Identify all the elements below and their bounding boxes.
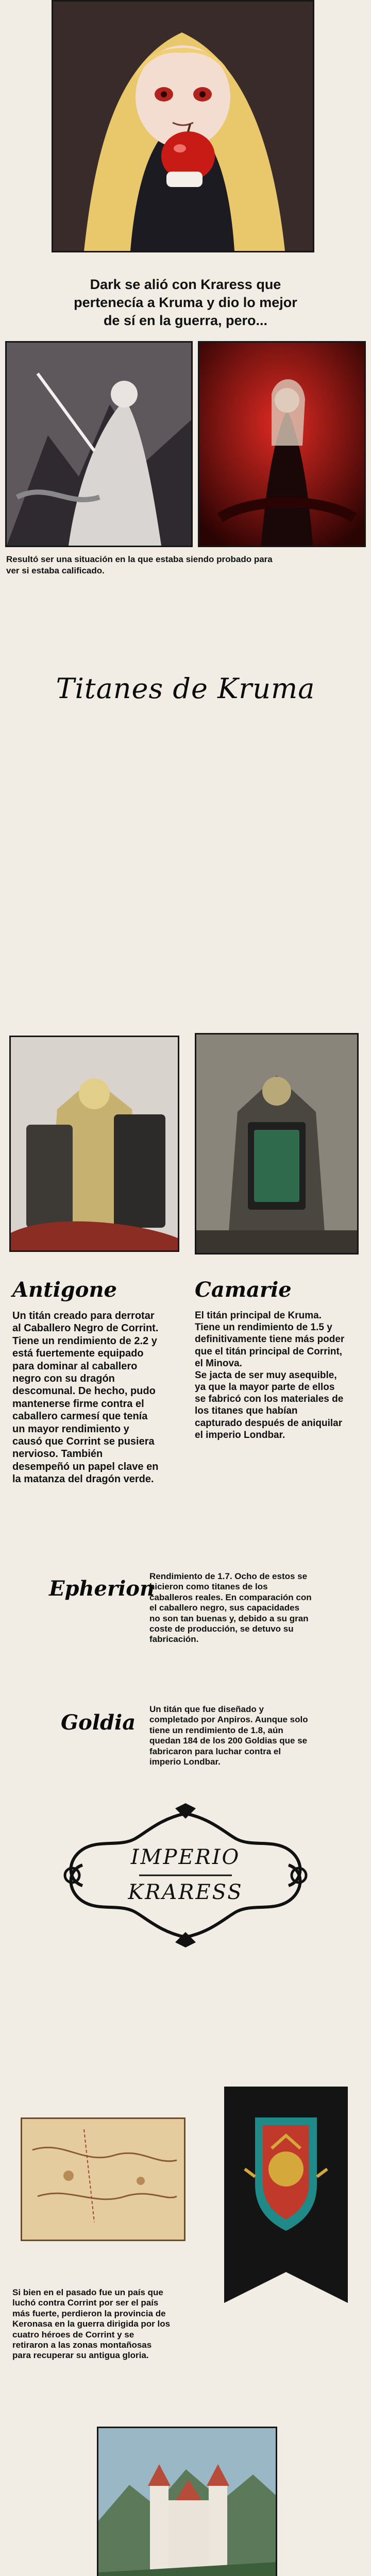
camarie-line: definitivamente tiene más poder — [195, 1334, 345, 1345]
intro-line-3: de sí en la guerra, pero... — [103, 313, 268, 329]
antigone-line: nervioso. También — [12, 1448, 103, 1460]
epherion-description — [149, 1571, 356, 1645]
camarie-line: Se jacta de ser muy asequible, — [195, 1369, 337, 1381]
panel-knight-battle — [5, 341, 193, 547]
epherion-line: el caballero negro, sus capacidades — [149, 1603, 300, 1613]
antigone-line: al Caballero Negro de Corrint. — [12, 1323, 159, 1334]
epherion-line: caballeros reales. En comparación con — [149, 1592, 312, 1602]
history-line: más fuerte, perdieron la provincia de — [12, 2308, 166, 2318]
note-caption — [6, 554, 367, 577]
intro-line-2: pertenecía a Kruma y dio lo mejor — [74, 295, 297, 311]
epherion-line: fabricación. — [149, 1634, 199, 1645]
emblem-line-2: KRARESS — [128, 1880, 243, 1904]
panel-red-figure — [198, 341, 366, 547]
camarie-description — [195, 1310, 369, 1441]
epherion-line: coste de producción, se detuvo su — [149, 1623, 294, 1634]
antigone-description — [12, 1310, 185, 1485]
antigone-line: Tiene un rendimiento de 2.2 y — [12, 1335, 157, 1347]
panel-castle — [97, 2427, 277, 2576]
red-figure-illustration — [199, 343, 364, 546]
panel-old-map — [21, 2117, 185, 2241]
goldia-line: imperio Londbar. — [149, 1756, 221, 1767]
camarie-line: el Minova. — [195, 1358, 242, 1369]
panel-antigone — [9, 1036, 179, 1252]
camarie-line: el imperio Londbar. — [195, 1429, 285, 1440]
girl-apple-illustration — [53, 2, 313, 251]
epherion-line: no son tan buenas y, debido a su gran — [149, 1613, 309, 1623]
camarie-line: capturado después de aniquilar — [195, 1417, 343, 1429]
goldia-line: fabricaron para luchar contra el — [149, 1746, 281, 1756]
history-line: para recuperar su antigua gloria. — [12, 2350, 149, 2361]
kraress-banner — [224, 2087, 348, 2303]
camarie-line: los titanes que habían — [195, 1405, 298, 1417]
antigone-line: desempeñó un papel clave en — [12, 1461, 159, 1472]
note-line-1: Resultó ser una situación en la que estaba siendo probado para — [6, 554, 273, 564]
antigone-line: la matanza del dragón verde. — [12, 1473, 154, 1485]
antigone-line: Un titán creado para derrotar — [12, 1310, 155, 1321]
goldia-line: completado por Anpiros. Aunque solo — [149, 1715, 308, 1725]
intro-line-1: Dark se alió con Kraress que — [90, 277, 281, 292]
antigone-illustration — [11, 1037, 178, 1250]
camarie-name: Camarie — [195, 1278, 292, 1302]
antigone-line: está fuertemente equipado — [12, 1348, 144, 1360]
epherion-line: Rendimiento de 1.7. Ocho de estos se — [149, 1571, 308, 1581]
goldia-description — [149, 1704, 356, 1767]
goldia-line: Un titán que fue diseñado y — [149, 1704, 264, 1714]
camarie-illustration — [196, 1035, 357, 1253]
imperial-emblem — [52, 1803, 319, 1947]
section-title: Titanes de Kruma — [56, 672, 315, 705]
emblem-line-1: IMPERIO — [130, 1845, 241, 1869]
antigone-line: un mayor rendimiento y — [12, 1423, 129, 1435]
antigone-line: causó que Corrint se pusiera — [12, 1435, 155, 1447]
antigone-line: descomunal. De hecho, pudo — [12, 1385, 156, 1397]
knight-battle-illustration — [7, 343, 191, 546]
epherion-line: hicieron como titanes de los — [149, 1582, 268, 1592]
history-line: retiraron a las zonas montañosas — [12, 2340, 152, 2350]
goldia-line: tiene un rendimiento de 1.8, aún — [149, 1725, 283, 1735]
history-line: Keronasa en la guerra dirigida por los — [12, 2319, 171, 2329]
intro-caption — [0, 276, 371, 330]
history-line: luchó contra Corrint por ser el país — [12, 2298, 159, 2308]
history-description — [12, 2287, 182, 2361]
ornament-scroll-icon — [52, 1803, 319, 1947]
panel-girl-apple — [52, 0, 314, 252]
antigone-line: para dominar al caballero — [12, 1360, 138, 1372]
camarie-line: que el titán principal de Corrint, — [195, 1346, 343, 1357]
old-map-illustration — [22, 2119, 184, 2240]
camarie-line: se fabricó con los materiales de — [195, 1394, 344, 1405]
camarie-line: El titán principal de Kruma. — [195, 1310, 322, 1321]
history-line: Si bien en el pasado fue un país que — [12, 2287, 163, 2297]
goldia-name: Goldia — [61, 1710, 136, 1735]
antigone-line: mantenerse firme contra el — [12, 1398, 144, 1410]
castle-illustration — [98, 2428, 276, 2576]
camarie-line: Tiene un rendimiento de 1.5 y — [195, 1322, 332, 1333]
antigone-line: negro con su dragón — [12, 1372, 115, 1384]
crest-banner-icon — [224, 2087, 348, 2303]
epherion-name: Epherion — [49, 1577, 155, 1601]
history-line: cuatro héroes de Corrint y se — [12, 2329, 134, 2340]
antigone-line: caballero carmesí que tenía — [12, 1411, 148, 1422]
goldia-line: quedan 184 de los 200 Goldias que se — [149, 1736, 308, 1746]
antigone-name: Antigone — [12, 1278, 117, 1302]
camarie-line: ya que la mayor parte de ellos — [195, 1382, 335, 1393]
note-line-2: ver si estaba calificado. — [6, 566, 105, 576]
panel-camarie — [195, 1033, 359, 1255]
